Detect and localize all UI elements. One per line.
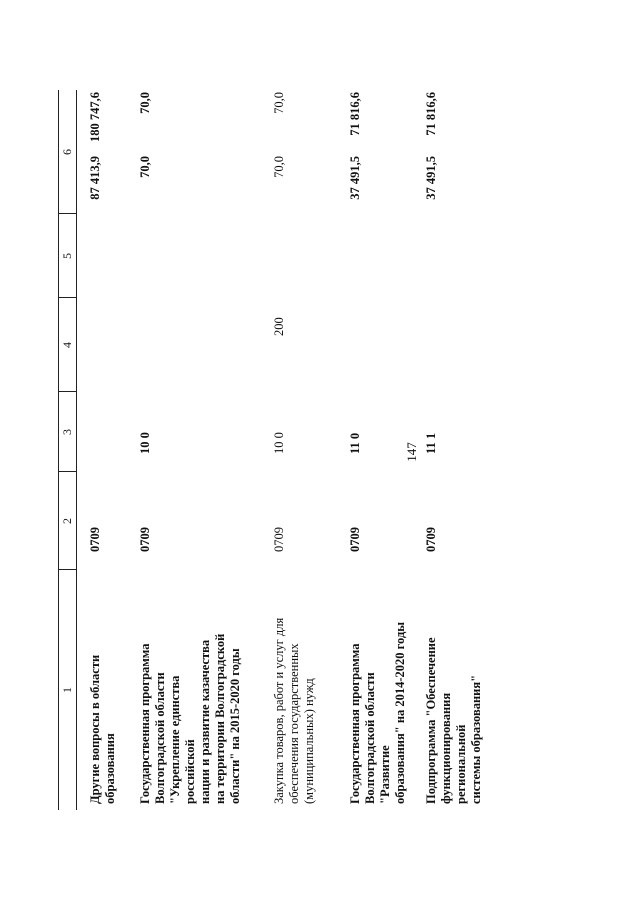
row-name: Государственная программа Волгоградской области "Укрепление единства российской нации и развитие казачества на территории Волгоградской области" на 2015-2020 годы: [138, 633, 242, 804]
row-section-code: 0709: [88, 527, 102, 552]
row-section-code: 0709: [272, 527, 286, 552]
row-amount-col-6: 70,0: [272, 92, 286, 114]
row-target-code: 10 0: [138, 432, 152, 454]
row-expense-type: 200: [272, 317, 286, 336]
row-section-code: 0709: [138, 527, 152, 552]
budget-table: [58, 90, 483, 810]
row-amount-col-6: 71 816,6: [424, 92, 438, 136]
row-name: Закупка товаров, работ и услуг для обеспечения государственных (муниципальных) нужд: [272, 617, 316, 804]
row-name: Государственная программа Волгоградской области "Развитие образования" на 2014-2020 годы: [348, 621, 407, 804]
row-target-code: 11 0: [348, 432, 362, 454]
row-amount-col-6: 70,0: [138, 92, 152, 114]
row-amount-col-5: 70,0: [138, 156, 152, 178]
header-col-5: 5: [60, 253, 74, 259]
row-amount-col-5: 70,0: [272, 156, 286, 178]
row-target-code: 10 0: [272, 432, 286, 454]
header-bottom-rule: [76, 90, 77, 810]
row-amount-col-6: 71 816,6: [348, 92, 362, 136]
row-amount-col-5: 37 491,5: [348, 156, 362, 200]
header-col-1: 1: [60, 687, 74, 693]
row-amount-col-5: 87 413,9: [88, 156, 102, 200]
row-target-code: 11 1: [424, 432, 438, 454]
row-amount-col-6: 180 747,6: [88, 92, 102, 142]
page-number: 147: [404, 442, 419, 462]
header-col-2: 2: [60, 518, 74, 524]
row-name: Подпрограмма "Обеспечение функционирования региональной системы образования": [424, 637, 483, 804]
header-col-3: 3: [60, 429, 74, 435]
row-name: Другие вопросы в области образования: [88, 654, 117, 804]
row-section-code: 0709: [424, 527, 438, 552]
header-col-6: 6: [60, 149, 74, 155]
row-section-code: 0709: [348, 527, 362, 552]
header-col-4: 4: [60, 342, 74, 348]
row-amount-col-5: 37 491,5: [424, 156, 438, 200]
